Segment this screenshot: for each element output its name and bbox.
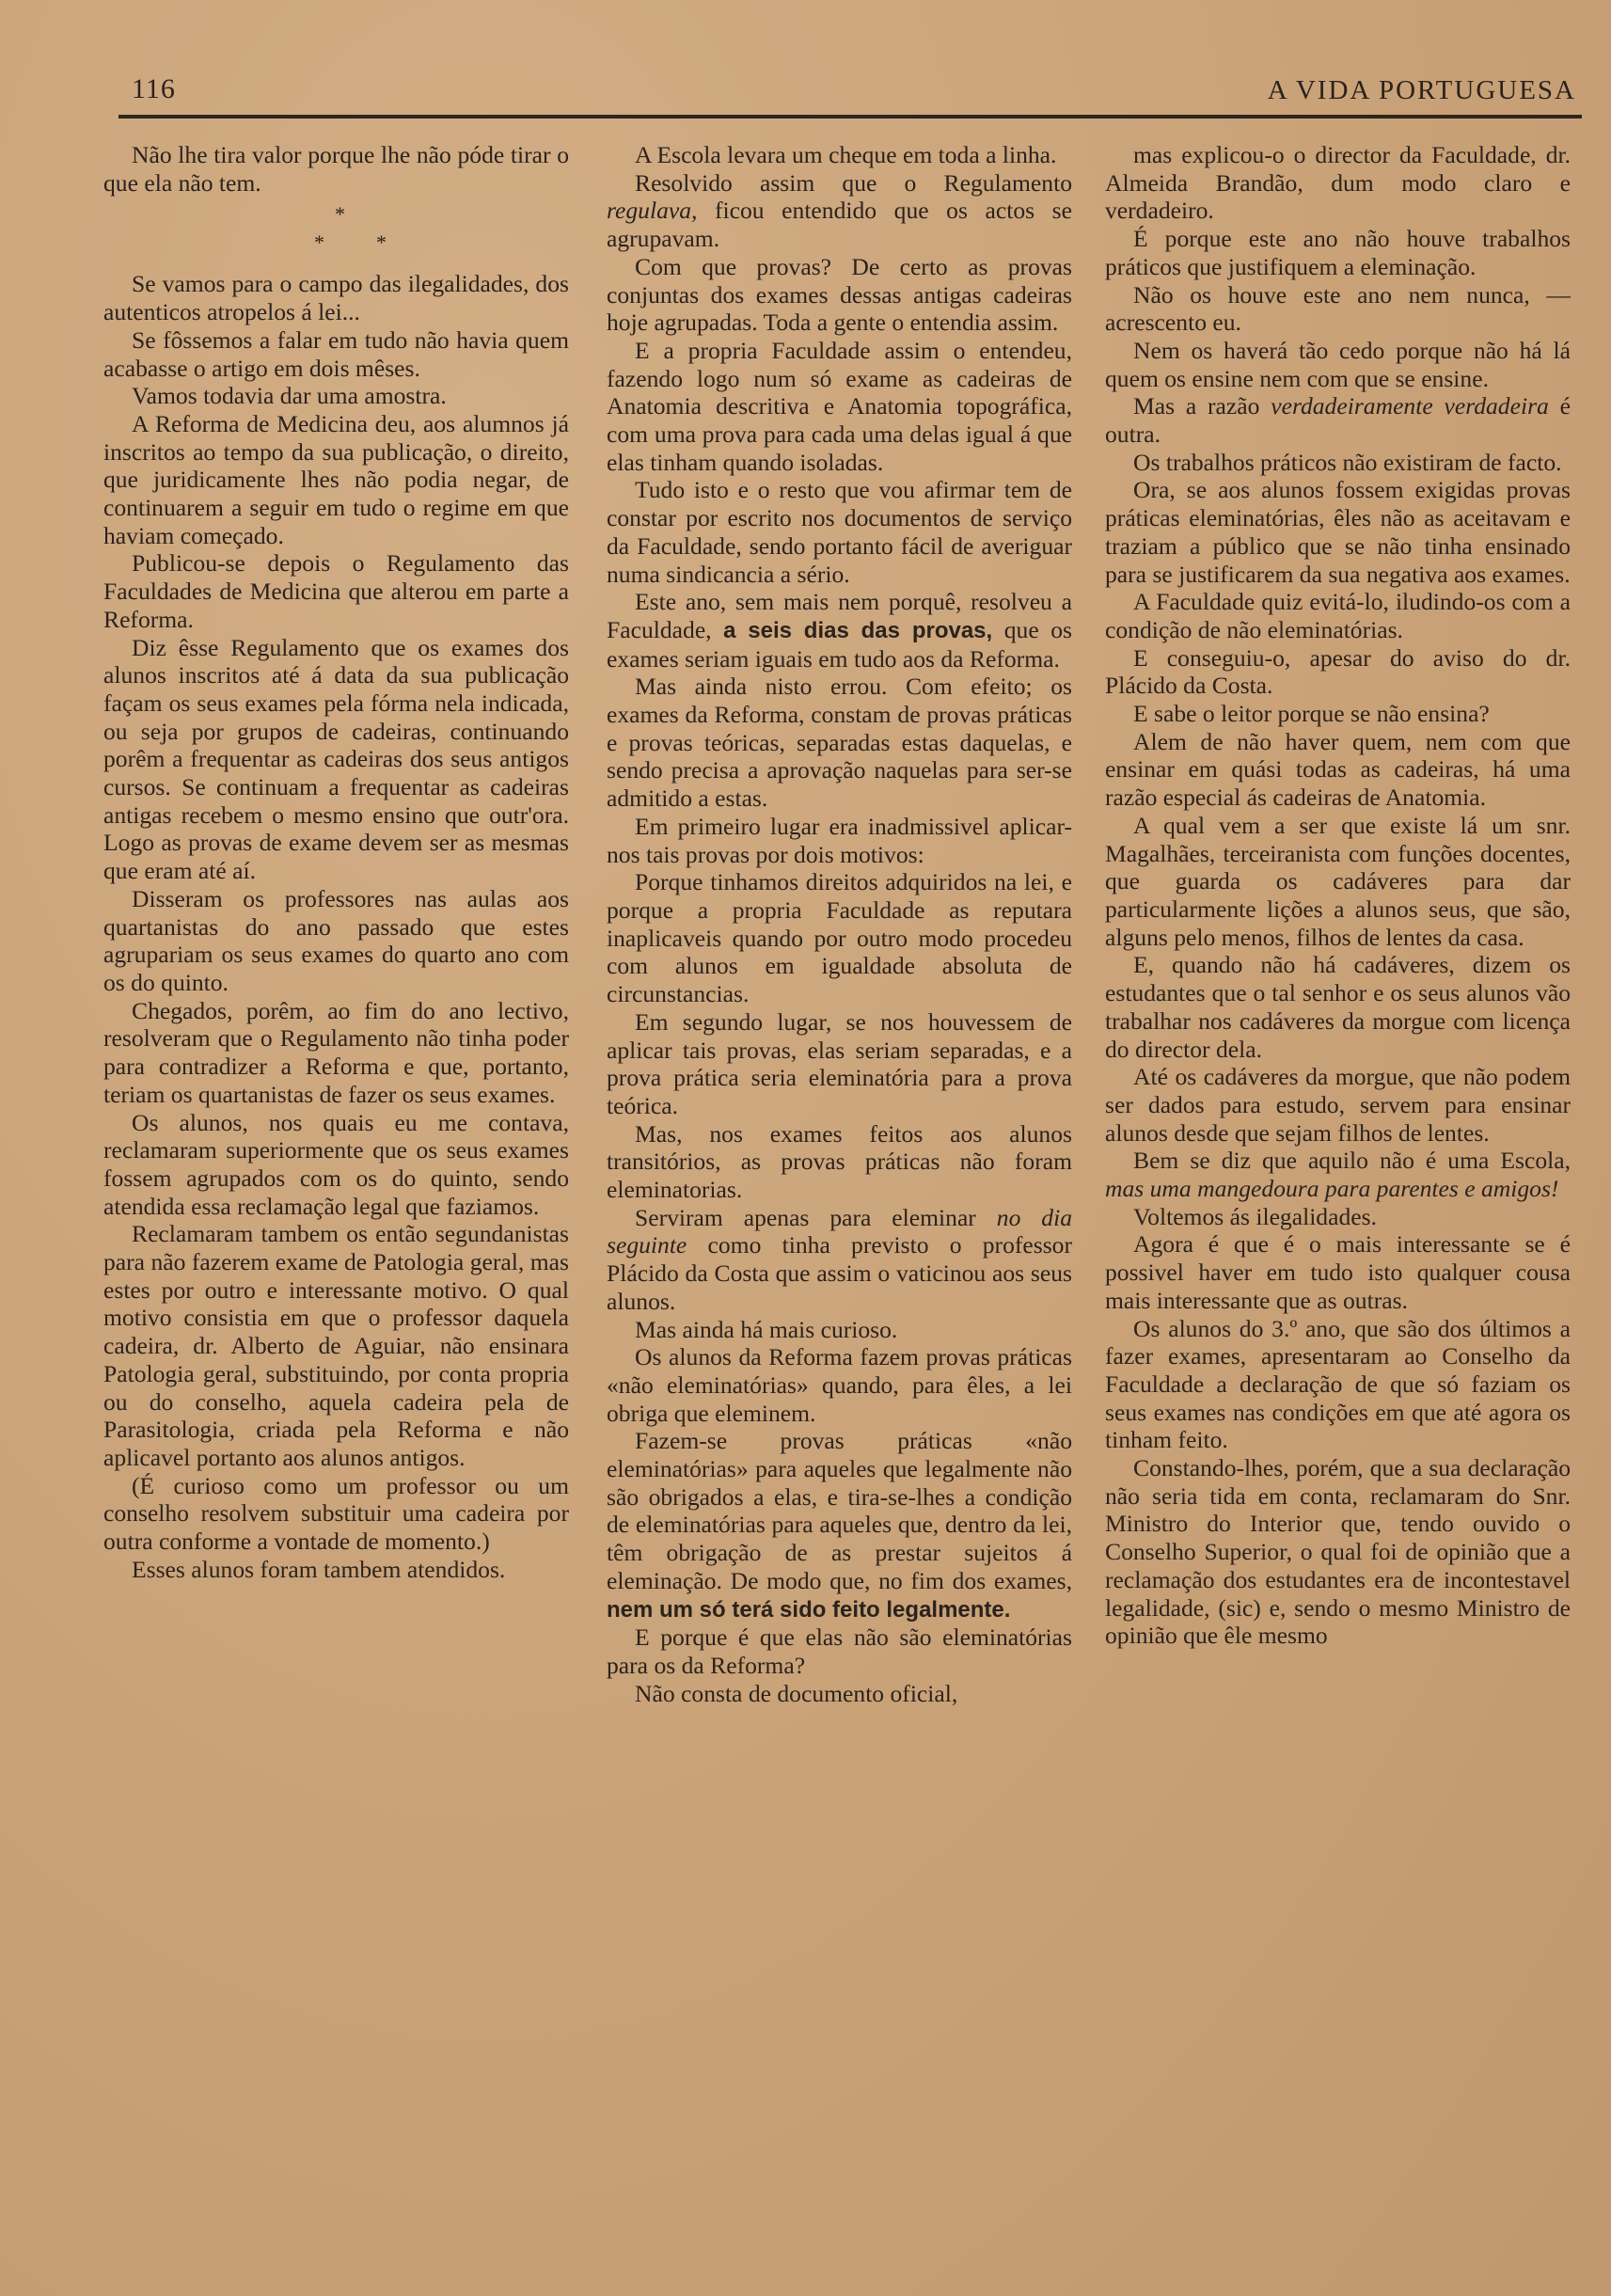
paragraph: Se vamos para o campo das ilegalidades, dos autenticos atropelos á lei... [103, 270, 569, 326]
paragraph: Até os cadáveres da morgue, que não podem ser dados para estudo, servem para ensinar alunos desde que sejam filhos de lentes. [1105, 1063, 1571, 1147]
paragraph: Não consta de documento oficial, [635, 1679, 958, 1707]
paragraph: Mas ainda nisto errou. Com efeito; os exames da Reforma, constam de provas práticas e provas teóricas, separadas estas daquelas, e sendo precisa a aprovação naquelas para ser-se admitido a estas. [607, 673, 1072, 813]
paragraph [607, 588, 1072, 673]
paragraph: Publicou-se depois o Regulamento das Faculdades de Medicina que alterou em parte a Reforma. [103, 549, 569, 633]
paragraph: Esses alunos foram tambem atendidos. [132, 1555, 506, 1583]
paragraph [607, 1204, 1072, 1316]
paragraph: Não lhe tira valor porque lhe não póde tirar o que ela não tem. [103, 141, 569, 197]
paragraph: Com que provas? De certo as provas conjuntas dos exames dessas antigas cadeiras hoje agrupadas. Toda a gente o entendia assim. [607, 252, 1072, 337]
paragraph [1105, 392, 1571, 448]
text-column-2 [607, 141, 1072, 1707]
text-run: que os exames seriam iguais em tudo aos da Reforma. [607, 615, 1072, 673]
text-column-3 [1105, 141, 1571, 1650]
page-header [118, 71, 1582, 119]
page-number: 116 [132, 73, 176, 104]
running-title: A VIDA PORTUGUESA [1267, 75, 1576, 105]
paragraph: Mas, nos exames feitos aos alunos transitórios, as provas práticas não foram eleminatorias. [607, 1119, 1072, 1204]
paragraph: Em segundo lugar, se nos houvessem de aplicar tais provas, elas seriam separadas, e a prova prática seria eleminatória para a prova teórica. [607, 1007, 1072, 1119]
bold-text: nem um só terá sido feito legalmente. [607, 1596, 1011, 1623]
italic-text: mas uma mangedoura para parentes e amigos! [1105, 1175, 1559, 1203]
paragraph: Reclamaram tambem os então segundanistas para não fazerem exame de Patologia geral, mas estes por outro e interessante motivo. O qual motivo consistia em que o professor daquela cadeira, dr. Alberto de Aguiar, não ensinara Patologia geral, substituindo, por conta propria ou do conselho, aquela cadeira pela de Parasitologia, criada pela Reforma e não aplicavel portanto aos alunos antigos. [103, 1220, 569, 1471]
paragraph: E sabe o leitor porque se não ensina? [1133, 700, 1490, 728]
paragraph: Os alunos do 3.º ano, que são dos últimos a fazer exames, apresentaram ao Conselho da Faculdade a declaração de que só faziam os seus exames nas condições em que até agora os tinham feito. [1105, 1314, 1571, 1454]
paragraph: Os alunos da Reforma fazem provas práticas «não eleminatórias» quando, para êles, a lei obriga que eleminem. [607, 1343, 1072, 1427]
asterism-divider [103, 200, 569, 264]
paragraph: Nem os haverá tão cedo porque não há lá quem os ensine nem com que se ensine. [1105, 336, 1571, 392]
text-run: ficou entendido que os actos se agrupavam. [607, 197, 1072, 253]
paragraph: Vamos todavia dar uma amostra. [132, 382, 447, 410]
paragraph: E conseguiu-o, apesar do aviso do dr. Plácido da Costa. [1105, 643, 1571, 700]
paragraph: E porque é que elas não são eleminatórias para os da Reforma? [607, 1623, 1072, 1679]
paragraph: A qual vem a ser que existe lá um snr. Magalhães, terceiranista com funções docentes, que guarda os cadáveres para dar particularmente lições a alunos seus, que são, alguns pelo menos, filhos de lentes da casa. [1105, 811, 1571, 951]
paragraph: Ora, se aos alunos fossem exigidas provas práticas eleminatórias, êles não as aceitavam e traziam a público que se não tinha ensinado para se justificarem da sua negativa aos exames. [1105, 476, 1571, 588]
paragraph: A Escola levara um cheque em toda a linha. [635, 141, 1057, 168]
paragraph: Mas ainda há mais curioso. [635, 1315, 898, 1343]
paragraph: Em primeiro lugar era inadmissivel aplicar-nos tais provas por dois motivos: [607, 812, 1072, 868]
text-run: como tinha previsto o professor Plácido da Costa que assim o vaticinou aos seus alunos. [607, 1231, 1072, 1315]
paragraph: Se fôssemos a falar em tudo não havia quem acabasse o artigo em dois mêses. [103, 325, 569, 382]
paragraph: Tudo isto e o resto que vou afirmar tem de constar por escrito nos documentos de serviço da Faculdade, sendo portanto fácil de averiguar numa sindicancia a sério. [607, 476, 1072, 588]
text-run: Fazem-se provas práticas «não eleminatórias» para aqueles que legalmente não são obrigados a elas, e tira-se-lhes a condição de eleminatórias para aqueles que, dentro da lei, têm obrigação de as prestar sujeitos á eleminação. De modo que, no fim dos exames, [607, 1427, 1072, 1594]
paragraph: Chegados, porêm, ao fim do ano lectivo, resolveram que o Regulamento não tinha poder para contradizer a Reforma e que, portanto, teriam os quartanistas de fazer os seus exames. [103, 996, 569, 1108]
paragraph: É porque este ano não houve trabalhos práticos que justifiquem a eleminação. [1105, 225, 1571, 280]
paragraph: mas explicou-o o director da Faculdade, dr. Almeida Brandão, dum modo claro e verdadeiro. [1105, 141, 1571, 225]
text-run: Este ano, sem mais nem porquê, resolveu a Faculdade, [607, 588, 1072, 643]
paragraph: Voltemos ás ilegalidades. [1133, 1202, 1377, 1230]
paragraph: E, quando não há cadáveres, dizem os estudantes que o tal senhor e os seus alunos vão trabalhar nos cadáveres da morgue com licença do director dela. [1105, 951, 1571, 1063]
paragraph: Alem de não haver quem, nem com que ensinar em quási todas as cadeiras, há uma razão especial ás cadeiras de Anatomia. [1105, 727, 1571, 812]
paragraph: Os trabalhos práticos não existiram de facto. [1133, 448, 1562, 476]
paragraph: Disseram os professores nas aulas aos quartanistas do ano passado que estes agrupariam os seus exames do quarto ano com os do quinto. [103, 884, 569, 996]
text-run: Resolvido assim que o Regulamento [635, 168, 1072, 197]
italic-text: verdadeiramente verdadeira [1271, 392, 1549, 420]
text-run: é outra. [1105, 392, 1571, 449]
paragraph: (É curioso como um professor ou um conselho resolvem substituir uma cadeira por outra conforme a vontade de momento.) [103, 1471, 569, 1556]
text-run: Mas a razão [1133, 392, 1271, 420]
paragraph: Agora é que é o mais interessante se é possivel haver em tudo isto qualquer cousa mais interessante que as outras. [1105, 1230, 1571, 1314]
bold-text: a seis dias das provas, [723, 617, 993, 643]
asterisk: * [314, 230, 324, 255]
paragraph [607, 169, 1072, 253]
italic-text: regulava, [607, 197, 698, 225]
text-run: Serviram apenas para eleminar [635, 1203, 997, 1231]
paragraph: E a propria Faculdade assim o entendeu, fazendo logo num só exame as cadeiras de Anatomia descritiva e Anatomia topográfica, com uma prova para cada uma delas igual á que elas tinham quando isoladas. [607, 336, 1072, 476]
paragraph [607, 1427, 1072, 1623]
paragraph: Os alunos, nos quais eu me contava, reclamaram superiormente que os seus exames fossem agrupados com os do quinto, sendo atendida essa reclamação legal que faziamos. [103, 1108, 569, 1220]
text-run: Bem se diz que aquilo não é uma Escola, [1133, 1147, 1571, 1175]
paragraph [1105, 1147, 1571, 1202]
paragraph: Constando-lhes, porém, que a sua declaração não seria tida em conta, reclamaram do Snr. Ministro do Interior que, tendo ouvido o Conselho Superior, o qual foi de opinião que a reclamação dos estudantes era de incontestavel legalidade, (sic) e, sendo o mesmo Ministro de opinião que êle mesmo [1105, 1454, 1571, 1650]
paragraph: A Reforma de Medicina deu, aos alumnos já inscritos ao tempo da sua publicação, o direito, que juridicamente lhes não podia negar, de continuarem a seguir em tudo o regime em que haviam começado. [103, 409, 569, 549]
text-column-1 [103, 141, 569, 1583]
italic-text: no dia seguinte [607, 1203, 1072, 1259]
paragraph: A Faculdade quiz evitá-lo, iludindo-os com a condição de não eleminatórias. [1105, 588, 1571, 643]
paragraph: Não os houve este ano nem nunca, — acrescento eu. [1105, 280, 1571, 337]
paragraph: Diz êsse Regulamento que os exames dos alunos inscritos até á data da sua publicação façam os seus exames pela fórma nela indicada, ou seja por grupos de cadeiras, continuando porêm a frequentar as cadeiras dos seus antigos cursos. Se continuam a frequentar as cadeiras antigas recebem o mesmo ensino que outr'ora. Logo as provas de exame devem ser as mesmas que eram até aí. [103, 633, 569, 885]
paragraph: Porque tinhamos direitos adquiridos na lei, e porque a propria Faculdade as reputara inaplicaveis quando por outro modo procedeu com alunos em igualdade absoluta de circunstancias. [607, 868, 1072, 1008]
asterisk: * [335, 202, 345, 227]
asterisk: * [376, 230, 387, 255]
